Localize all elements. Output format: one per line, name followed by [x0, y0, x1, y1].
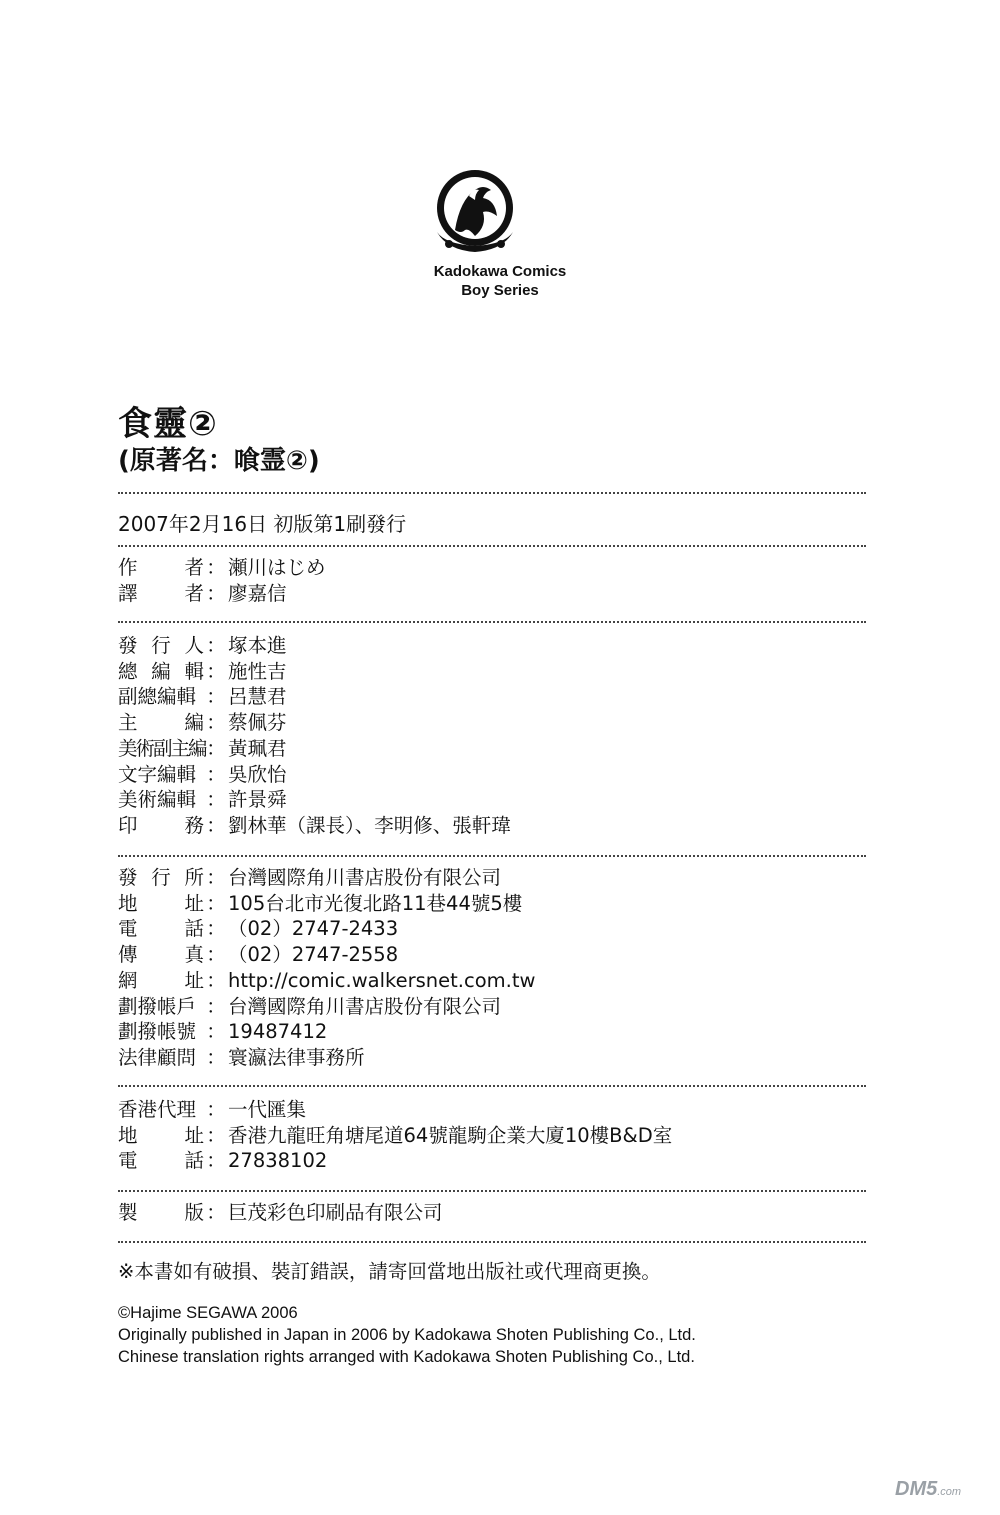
publisher-row	[118, 1045, 535, 1071]
label-colon: ：	[206, 968, 226, 992]
label-colon: ：	[206, 711, 226, 735]
field-label: 印 務	[118, 813, 204, 837]
brand-line-1: Kadokawa Comics	[433, 263, 567, 280]
field-label: 電 話	[118, 1149, 204, 1173]
publisher-row	[118, 865, 535, 891]
damage-notice: ※本書如有破損、裝訂錯誤，請寄回當地出版社或代理商更換。	[118, 1260, 661, 1283]
publisher-logo	[425, 160, 525, 260]
staff-row	[118, 736, 511, 762]
field-label: 電 話	[118, 917, 204, 941]
hongkong-row	[118, 1123, 672, 1149]
brand-line-2: Boy Series	[461, 282, 539, 299]
field-value: http://comic.walkersnet.com.tw	[228, 968, 536, 992]
staff-row	[118, 659, 511, 685]
label-colon: ：	[206, 866, 226, 889]
publisher-row	[118, 1019, 535, 1045]
field-label: 副總編輯	[118, 685, 197, 709]
divider	[118, 1190, 866, 1192]
label-colon: ：	[206, 685, 226, 709]
publisher-row	[118, 891, 535, 917]
field-label: 劃撥帳戶	[118, 994, 197, 1018]
field-label: 譯 者	[118, 581, 204, 605]
field-label: 傳 真	[118, 943, 204, 967]
label-colon: ：	[206, 891, 226, 915]
label-colon: ：	[206, 994, 226, 1018]
hongkong-row	[118, 1148, 672, 1174]
site-watermark	[895, 1478, 961, 1501]
divider	[118, 492, 866, 494]
field-value: 黃珮君	[228, 736, 287, 760]
field-label: 香港代理	[118, 1098, 197, 1121]
field-value: 寰瀛法律事務所	[228, 1045, 365, 1069]
field-label: 總 編 輯	[118, 659, 204, 683]
field-label: 地 址	[118, 891, 204, 915]
label-colon: ：	[206, 917, 226, 941]
field-label: 美術副主編	[118, 736, 206, 760]
field-value: 19487412	[228, 1020, 328, 1044]
field-label: 發 行 人	[118, 634, 204, 657]
field-value: 香港九龍旺角塘尾道64號龍駒企業大廈10樓B&D室	[228, 1123, 673, 1147]
copyright-line: ©Hajime SEGAWA 2006	[118, 1304, 298, 1322]
field-value: 施性吉	[228, 659, 287, 683]
field-value: 許景舜	[228, 788, 287, 812]
divider	[118, 545, 866, 547]
field-value: 劉林華（課長）、李明修、張軒瑋	[228, 813, 511, 837]
field-value: 台灣國際角川書店股份有限公司	[228, 994, 502, 1018]
field-label: 法律顧問	[118, 1045, 197, 1069]
copyright-line: Chinese translation rights arranged with Kadokawa Shoten Publishing Co., Ltd.	[118, 1348, 695, 1366]
staff-row	[118, 787, 511, 813]
label-colon: ：	[206, 943, 226, 967]
printing-row	[118, 1200, 443, 1226]
label-colon: ：	[206, 659, 226, 683]
divider	[118, 621, 866, 623]
edition-date: 2007年2月16日 初版第1刷發行	[118, 512, 407, 536]
divider	[118, 1241, 866, 1243]
field-value: （02）2747-2558	[228, 943, 399, 967]
label-colon: ：	[206, 788, 226, 812]
field-value: 巨茂彩色印刷品有限公司	[228, 1201, 443, 1224]
authors-row	[118, 581, 326, 607]
copyright-block	[118, 1302, 696, 1368]
divider	[118, 855, 866, 857]
authors-block	[118, 555, 326, 606]
field-label: 文字編輯	[118, 762, 197, 786]
field-value: 蔡佩芬	[228, 711, 287, 735]
field-value: 105台北市光復北路11巷44號5樓	[228, 891, 523, 915]
field-label: 網 址	[118, 968, 204, 992]
label-colon: ：	[206, 1123, 226, 1147]
field-value: 27838102	[228, 1149, 328, 1173]
field-value: 廖嘉信	[228, 581, 287, 605]
label-colon: ：	[206, 1045, 226, 1069]
staff-row	[118, 762, 511, 788]
field-label: 發 行 所	[118, 866, 204, 889]
field-label: 美術編輯	[118, 788, 197, 812]
field-label: 地 址	[118, 1123, 204, 1147]
phoenix-emblem-icon	[425, 160, 525, 260]
staff-row	[118, 813, 511, 839]
field-label: 製 版	[118, 1201, 204, 1224]
hongkong-row	[118, 1097, 672, 1123]
publisher-row	[118, 994, 535, 1020]
staff-block	[118, 633, 511, 839]
field-label: 作 者	[118, 556, 204, 579]
field-value: 瀬川はじめ	[228, 556, 326, 579]
label-colon: ：	[206, 813, 226, 837]
hongkong-block	[118, 1097, 672, 1174]
field-label: 主 編	[118, 711, 204, 735]
label-colon: ：	[206, 1020, 226, 1044]
label-colon: ：	[206, 556, 226, 579]
field-value: 塚本進	[228, 634, 287, 657]
publisher-row	[118, 916, 535, 942]
staff-row	[118, 633, 511, 659]
publisher-row	[118, 942, 535, 968]
book-title: 食靈②	[118, 404, 218, 444]
staff-row	[118, 684, 511, 710]
field-value: （02）2747-2433	[228, 917, 399, 941]
field-value: 台灣國際角川書店股份有限公司	[228, 866, 502, 889]
label-colon: ：	[206, 1149, 226, 1173]
field-label: 劃撥帳號	[118, 1020, 197, 1044]
publisher-row	[118, 968, 535, 994]
label-colon: ：	[206, 1201, 226, 1224]
field-value: 吳欣怡	[228, 762, 287, 786]
copyright-line: Originally published in Japan in 2006 by Kadokawa Shoten Publishing Co., Ltd.	[118, 1326, 696, 1344]
printing-block	[118, 1200, 443, 1226]
label-colon: ：	[206, 581, 226, 605]
watermark-suffix: .com	[937, 1486, 962, 1498]
label-colon: ：	[206, 736, 226, 760]
authors-row	[118, 555, 326, 581]
original-title: (原著名：喰霊②)	[118, 446, 320, 476]
staff-row	[118, 710, 511, 736]
publisher-block	[118, 865, 535, 1071]
label-colon: ：	[206, 762, 226, 786]
divider	[118, 1085, 866, 1087]
watermark-main: DM5	[895, 1478, 938, 1500]
brand-text	[0, 262, 1000, 300]
field-value: 一代匯集	[228, 1098, 307, 1121]
field-value: 呂慧君	[228, 685, 287, 709]
label-colon: ：	[206, 634, 226, 657]
label-colon: ：	[206, 1098, 226, 1121]
